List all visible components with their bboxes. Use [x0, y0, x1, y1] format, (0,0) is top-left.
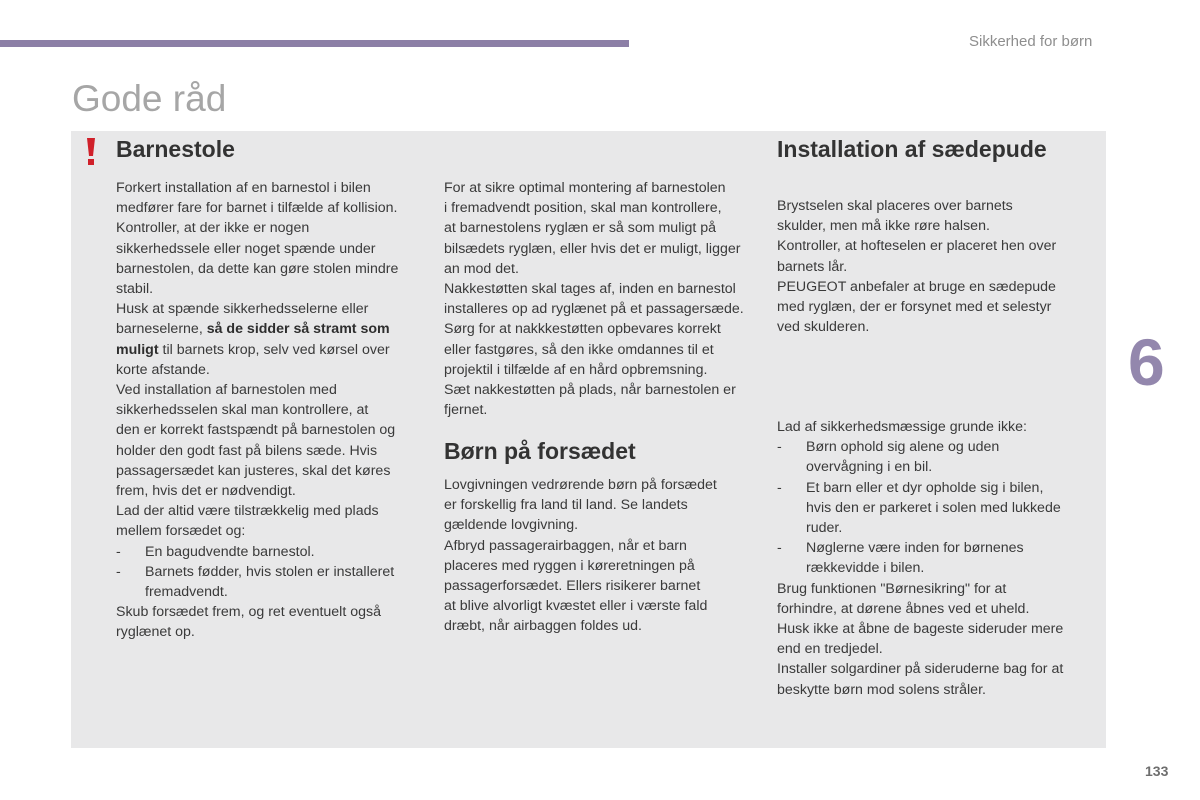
bullet-dash: - [116, 543, 121, 560]
forsaede-heading: Børn på forsædet [444, 438, 636, 464]
barnestole-text [116, 178, 428, 643]
text-line: medfører fare for barnet i tilfælde af kollision. [116, 200, 398, 217]
list-item-text: fremadvendt. [145, 584, 228, 601]
text-line: holder den godt fast på bilens sæde. Hvis [116, 442, 378, 459]
forsaede-text [444, 475, 762, 637]
bullet-list [116, 542, 428, 603]
text-line: eller fastgøres, så den ikke omdannes til et [444, 341, 714, 358]
text-line: korte afstande. [116, 361, 210, 378]
text-line: Nakkestøtten skal tages af, inden en barnestol [444, 281, 736, 298]
emphasis-text: så de sidder så stramt som [206, 321, 390, 338]
list-item [777, 437, 1099, 477]
text-line: For at sikre optimal montering af barnestolen [444, 180, 726, 196]
text-line: stabil. [116, 281, 154, 298]
section-title: Sikkerhed for børn [969, 33, 1093, 50]
bullet-dash: - [777, 479, 782, 496]
page-heading: Gode råd [72, 78, 227, 119]
text-line: Afbryd passagerairbaggen, når et barn [444, 537, 687, 554]
chapter-number: 6 [1128, 325, 1165, 399]
emphasis-text: muligt [116, 341, 159, 358]
text-line: placeres med ryggen i køreretningen på [444, 557, 695, 574]
saedepude-text [777, 196, 1099, 337]
text-line: med ryglæn, der er forsynet med et selestyr [777, 299, 1052, 316]
text-line: ved skulderen. [777, 319, 870, 336]
text-line: Kontroller, at hofteselen er placeret hen over [777, 238, 1057, 255]
text-line: ryglænet op. [116, 624, 195, 641]
text-line: mellem forsædet og: [116, 523, 246, 540]
text-line: Lovgivningen vedrørende børn på forsædet [444, 477, 717, 493]
text-fragment: barneselerne, [116, 321, 207, 338]
text-line: Brystselen skal placeres over barnets [777, 198, 1013, 214]
text-line [116, 340, 428, 360]
bullet-dash: - [777, 439, 782, 456]
text-line: Kontroller, at der ikke er nogen [116, 220, 310, 237]
text-line: Lad af sikkerhedsmæssige grunde ikke: [777, 419, 1027, 435]
text-line: den er korrekt fastspændt på barnestolen og [116, 422, 396, 439]
list-item [777, 478, 1099, 539]
text-line [116, 319, 428, 339]
text-line: Skub forsædet frem, og ret eventuelt også [116, 604, 381, 621]
text-line: beskytte børn mod solens stråler. [777, 681, 986, 698]
list-item-text: En bagudvendte barnestol. [145, 543, 315, 560]
text-line: at barnestolens ryglæn er så som muligt på [444, 220, 717, 237]
list-item [116, 542, 428, 562]
list-item-text: Børn ophold sig alene og uden [806, 439, 1000, 456]
text-line: er forskellig fra land til land. Se landets [444, 497, 688, 514]
text-line: Ved installation af barnestolen med [116, 382, 337, 399]
list-item-text: overvågning i en bil. [806, 459, 933, 476]
text-line: barnestolen, da dette kan gøre stolen mindre [116, 260, 399, 277]
text-line: Installer solgardiner på sideruderne bag for at [777, 661, 1064, 678]
text-line: end en tredjedel. [777, 641, 883, 658]
text-line: gældende lovgivning. [444, 517, 579, 534]
text-line: Lad der altid være tilstrækkelig med plads [116, 503, 379, 520]
text-line: at blive alvorligt kvæstet eller i værste fald [444, 598, 708, 615]
text-fragment: til barnets krop, selv ved kørsel over [158, 341, 390, 358]
mounting-text [444, 178, 762, 420]
text-line: sikkerhedssele eller noget spænde under [116, 240, 376, 257]
text-line: Husk ikke at åbne de bageste sideruder mere [777, 621, 1064, 638]
text-line: dræbt, når airbaggen foldes ud. [444, 618, 642, 635]
bullet-dash: - [116, 563, 121, 580]
list-item-text: ruder. [806, 520, 843, 537]
safety-text [777, 417, 1099, 700]
list-item-text: Et barn eller et dyr opholde sig i bilen, [806, 479, 1044, 496]
text-line: passagerforsædet. Ellers risikerer barnet [444, 578, 701, 595]
text-line: i fremadvendt position, skal man kontrollere, [444, 200, 722, 217]
text-line: forhindre, at dørene åbnes ved et uheld. [777, 600, 1030, 617]
text-line: Husk at spænde sikkerhedsselerne eller [116, 301, 369, 318]
text-line: PEUGEOT anbefaler at bruge en sædepude [777, 278, 1056, 295]
text-line: barnets lår. [777, 258, 848, 275]
text-line: sikkerhedsselen skal man kontrollere, at [116, 402, 369, 419]
list-item-text: rækkevidde i bilen. [806, 560, 925, 577]
exclamation-icon [82, 136, 100, 166]
text-line: Forkert installation af en barnestol i bilen [116, 180, 371, 196]
text-line: an mod det. [444, 260, 519, 277]
list-item-text: Nøglerne være inden for børnenes [806, 540, 1024, 557]
text-line: fjernet. [444, 402, 488, 419]
list-item-text: hvis den er parkeret i solen med lukkede [806, 499, 1061, 516]
text-line: Sørg for at nakkkestøtten opbevares korrekt [444, 321, 721, 338]
text-line: Sæt nakkestøtten på plads, når barnestolen er [444, 382, 736, 399]
barnestole-heading: Barnestole [116, 136, 235, 162]
list-item [116, 562, 428, 602]
text-line: bilsædets ryglæn, eller hvis det er muligt, ligger [444, 240, 741, 257]
text-line: frem, hvis det er nødvendigt. [116, 483, 296, 500]
text-line: passagersædet kan justeres, skal det køres [116, 462, 391, 479]
header-accent-bar [0, 40, 629, 47]
text-line: Brug funktionen "Børnesikring" for at [777, 580, 1007, 597]
list-item [777, 538, 1099, 578]
saedepude-heading: Installation af sædepude [777, 136, 1047, 162]
text-line: skulder, men må ikke røre halsen. [777, 218, 990, 235]
list-item-text: Barnets fødder, hvis stolen er installeret [145, 563, 395, 580]
text-line: installeres op ad ryglænet på et passagersæde. [444, 301, 744, 318]
page-number: 133 [1145, 763, 1169, 779]
bullet-dash: - [777, 540, 782, 557]
bullet-list [777, 437, 1099, 578]
text-line: projektil i tilfælde af en hård opbremsning. [444, 361, 708, 378]
